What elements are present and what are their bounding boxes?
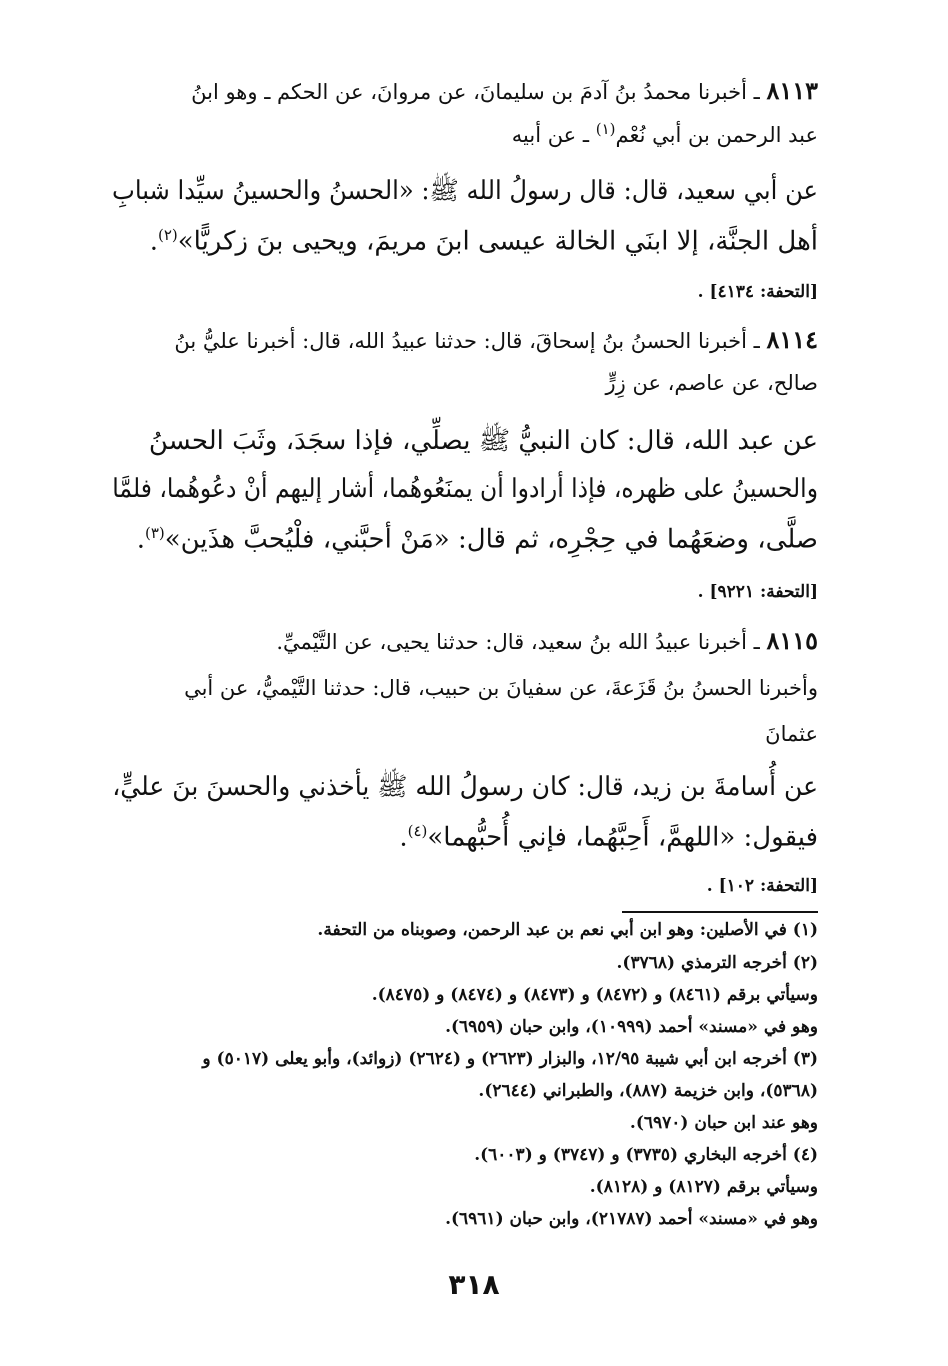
footnote-ref: (١)	[595, 120, 616, 138]
hadith-8115-isnad-line-3: عثمانَ	[765, 722, 818, 746]
footnote-line: (٢) أخرجه الترمذي (٣٧٦٨).	[616, 953, 818, 973]
footnote-separator	[622, 911, 818, 913]
hadith-8113-isnad-line-1	[112, 76, 818, 105]
footnote-ref: (٢)	[157, 226, 178, 244]
footnote-line: (٣) أخرجه ابن أبي شيبة ١٢/٩٥، والبزار (٢٦٢٣) و (٢٦٢٤) (زوائد)، وأبو يعلى (٥٠١٧) و	[202, 1049, 818, 1069]
hadith-8115-isnad-line-1	[112, 626, 818, 655]
hadith-8113-tuhfa-ref: [التحفة: ٤١٣٤] .	[697, 282, 818, 302]
footnote-ref: (٣)	[144, 524, 165, 542]
footnote-line: (١) في الأصلين: وهو ابن أبي نعم بن عبد الرحمن، وصوبناه من التحفة.	[317, 920, 818, 940]
hadith-number: ٨١١٥	[766, 626, 818, 655]
isnad-text: ـ أخبرنا عبيدُ الله بنُ سعيد، قال: حدثنا يحيى، عن التَّيْميِّ.	[276, 630, 760, 654]
isnad-text: ـ أخبرنا محمدُ بنُ آدمَ بن سليمانَ، عن مروانَ، عن الحكم ـ وهو ابنُ	[191, 80, 760, 104]
page-number: ٣١٨	[448, 1268, 500, 1301]
footnote-line: (٤) أخرجه البخاري (٣٧٣٥) و (٣٧٤٧) و (٦٠٠٣).	[474, 1145, 818, 1165]
matn-text: فيقول: «اللهمَّ، أَحِبَّهُما، فإني أُحبُّهما»	[427, 822, 818, 853]
hadith-number: ٨١١٣	[766, 76, 818, 105]
isnad-text: ـ أخبرنا الحسنُ بنُ إسحاقَ، قال: حدثنا عبيدُ الله، قال: أخبرنا عليُّ بنُ	[174, 329, 760, 353]
footnote-line: وسيأتي برقم (٨٤٦١) و (٨٤٧٢) و (٨٤٧٣) و (٨٤٧٤) و (٨٤٧٥).	[371, 985, 818, 1005]
isnad-text: ـ عن أبيه	[511, 123, 590, 147]
hadith-8114-matn-line-1: عن عبد الله، قال: كان النبيُّ ﷺ يصلِّي، فإذا سجَدَ، وثَبَ الحسنُ	[148, 426, 818, 456]
footnote-line: وهو في «مسند» أحمد (٢١٧٨٧)، وابن حبان (٦٩٦١).	[445, 1209, 818, 1229]
hadith-8114-matn-line-3: صلَّى، وضعَهُما في حِجْرِه، ثم قال: «مَنْ أحبَّني، فلْيُحبَّ هذَين»$^{(٣)}$.	[136, 524, 818, 555]
hadith-8113-matn-line-1: عن أبي سعيد، قال: قال رسولُ الله ﷺ: «الحسنُ والحسينُ سيِّدا شبابِ	[112, 176, 819, 206]
footnote-line: (٥٣٦٨)، وابن خزيمة (٨٨٧)، والطبراني (٢٦٤٤).	[478, 1081, 818, 1101]
isnad-text: عبد الرحمن بن أبي نُعْم	[615, 123, 818, 147]
hadith-8115-matn-line-1: عن أُسامةَ بن زيد، قال: كان رسولُ الله ﷺ يأخذني والحسنَ بنَ عليٍّ،	[112, 772, 818, 802]
hadith-8114-isnad-line-1	[112, 325, 818, 354]
matn-text: أهل الجنَّة، إلا ابنَي الخالة عيسى ابنَ مريمَ، ويحيى بنَ زكريًّا»	[177, 226, 818, 257]
hadith-8113-isnad-line-2	[112, 120, 818, 147]
hadith-number: ٨١١٤	[766, 325, 818, 354]
hadith-8115-matn-line-2: فيقول: «اللهمَّ، أَحِبَّهُما، فإني أُحبُّهما»$^{(٤)}$.	[399, 822, 818, 853]
hadith-8115-isnad-line-2: وأخبرنا الحسنُ بنُ قَزَعةَ، عن سفيانَ بن حبيب، قال: حدثنا التَّيْميُّ، عن أبي	[184, 676, 818, 700]
footnote-ref: (٤)	[407, 822, 428, 840]
footnote-line: وسيأتي برقم (٨١٢٧) و (٨١٢٨).	[589, 1177, 818, 1197]
hadith-8114-matn-line-2: والحسينُ على ظهره، فإذا أرادوا أن يمنَعُوهُما، أشار إليهم أنْ دعُوهُما، فلمَّا	[112, 474, 818, 504]
hadith-8113-matn-line-2: أهل الجنَّة، إلا ابنَي الخالة عيسى ابنَ مريمَ، ويحيى بنَ زكريًّا»$^{(٢)}$.	[149, 226, 818, 257]
footnote-line: وهو عند ابن حبان (٦٩٧٠).	[629, 1113, 818, 1133]
hadith-8114-isnad-line-2: صالح، عن عاصم، عن زِرٍّ	[605, 371, 818, 395]
matn-text: صلَّى، وضعَهُما في حِجْرِه، ثم قال: «مَنْ أحبَّني، فلْيُحبَّ هذَين»	[164, 524, 818, 555]
hadith-8114-tuhfa-ref: [التحفة: ٩٢٢١] .	[697, 582, 818, 602]
footnote-line: وهو في «مسند» أحمد (١٠٩٩٩)، وابن حبان (٦٩٥٩).	[445, 1017, 818, 1037]
hadith-8115-tuhfa-ref: [التحفة: ١٠٢] .	[706, 876, 818, 896]
